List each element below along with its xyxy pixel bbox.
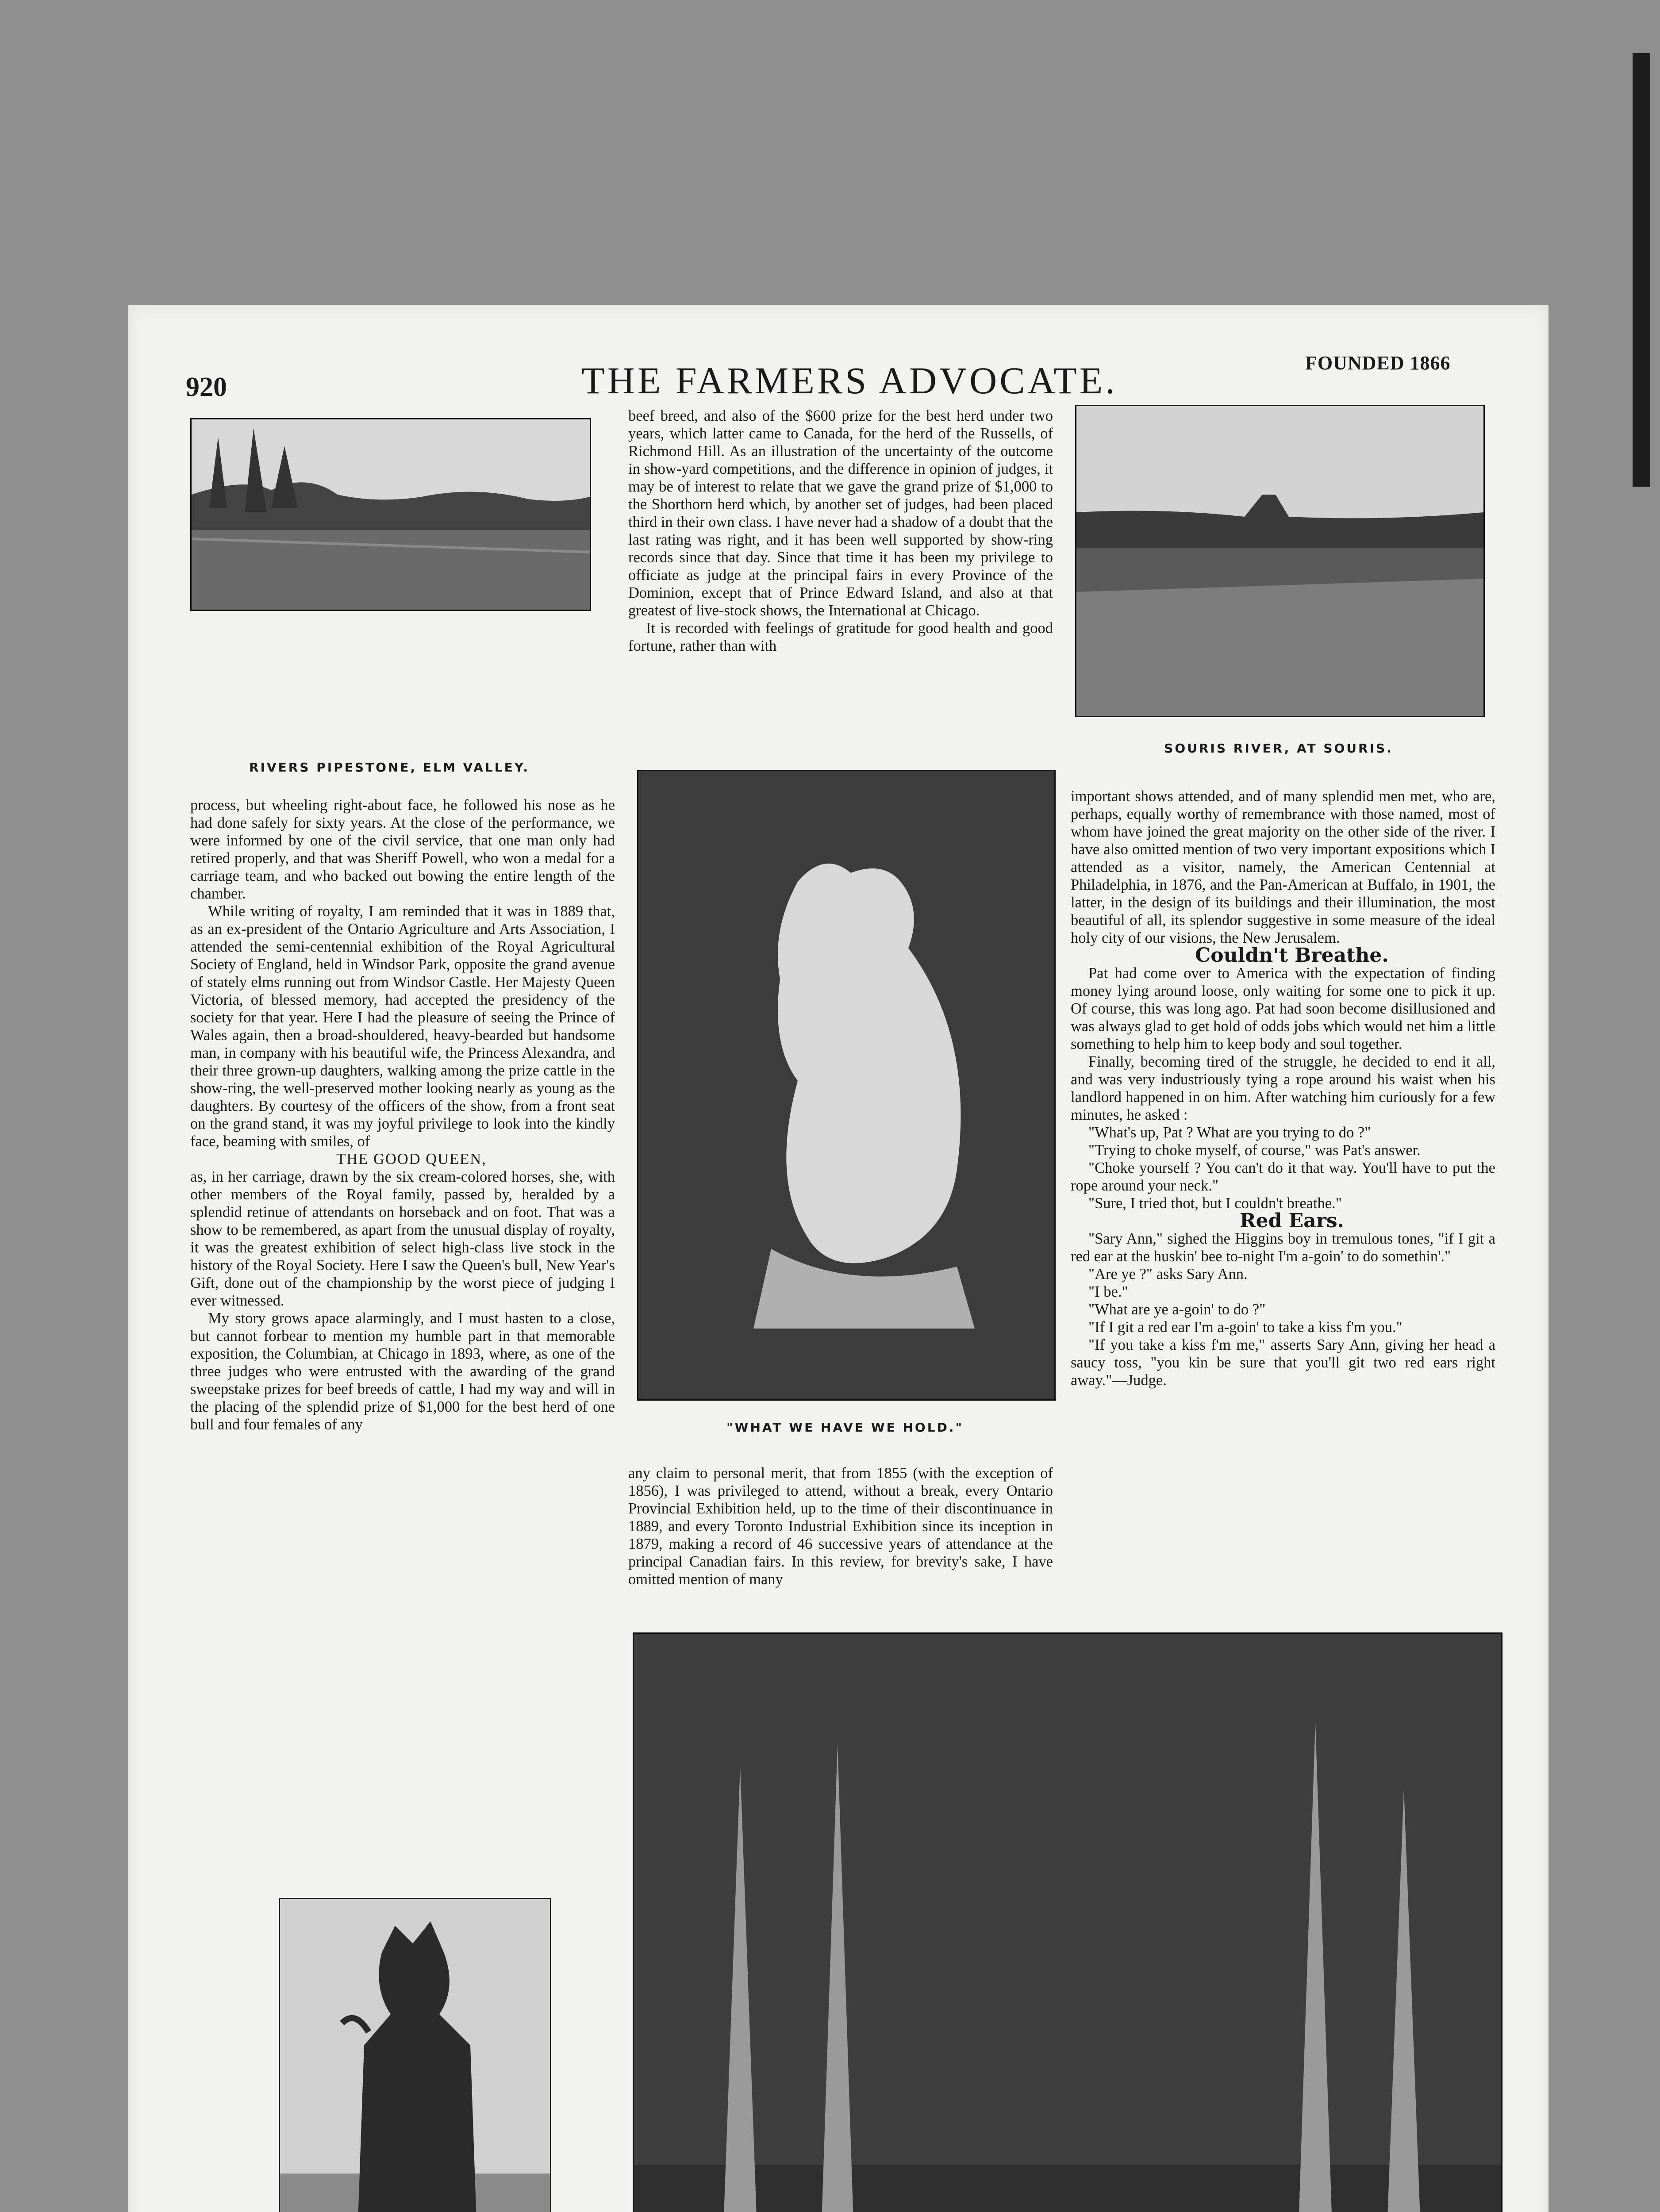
column-left — [190, 796, 615, 1433]
paragraph: "Sure, I tried thot, but I couldn't breathe." — [1088, 1195, 1342, 1212]
founded-date: FOUNDED 1866 — [1305, 352, 1451, 374]
paragraph: It is recorded with feelings of gratitude for good health and good fortune, rather than with — [628, 620, 1053, 654]
paragraph: "Trying to choke myself, of course," was Pat's answer. — [1088, 1142, 1421, 1159]
caption-souris-river: SOURIS RIVER, AT SOURIS. — [1164, 741, 1393, 756]
paragraph: "What's up, Pat ? What are you trying to do ?" — [1088, 1124, 1371, 1141]
paragraph: any claim to personal merit, that from 1855 (with the exception of 1856), I was privileged to attend, without a break, every Ontario Provincial Exhibition held, up to the time of their discontinuance in 1889, and every Toronto Industrial Exhibition since its inception in 1879, making a record of 46 successive years of attendance at the principal Canadian fairs. In this review, for brevity's sake, I have omitted mention of many — [628, 1465, 1053, 1588]
paragraph: "Are ye ?" asks Sary Ann. — [1088, 1266, 1248, 1283]
paragraph: "If you take a kiss f'm me," asserts Sary Ann, giving her head a saucy toss, "you kin be sure that you'll git two red ears right away."—Judge. — [1071, 1336, 1495, 1389]
photo-river-pipestone — [190, 418, 591, 611]
paragraph: While writing of royalty, I am reminded that it was in 1889 that, as an ex-president of the Ontario Agriculture and Arts Association, I attended the semi-centennial exhibition of the Royal Agricultural Society of England, held in Windsor Park, opposite the grand avenue of stately elms running out from Windsor Castle. Her Majesty Queen Victoria, of blessed memory, had accepted the presidency of the society for that year. Here I had the pleasure of seeing the Prince of Wales again, then a broad-shouldered, heavy-bearded but handsome man, in company with his beautiful wife, the Princess Alexandra, and their three grown-up daughters, walking among the prize cattle in the show-ring, the well-preserved mother looking nearly as young as the daughters. By courtesy of the officers of the show, from a front seat on the grand stand, it was my joyful privilege to look into the kindly face, beaming with smiles, of — [190, 903, 615, 1150]
binding-strip-top — [1633, 53, 1650, 487]
masthead-title: THE FARMERS ADVOCATE. — [581, 359, 1118, 402]
paragraph: Finally, becoming tired of the struggle, he decided to end it all, and was very industriously tying a rope around his waist when his landlord happened in on him. After watching him curiously for a few minutes, he asked : — [1071, 1053, 1495, 1123]
paragraph: process, but wheeling right-about face, he followed his nose as he had done safely for sixty years. At the close of the performance, we were informed by one of the civil service, that one man only had retired properly, and that was Sheriff Powell, who won a medal for a carriage team, and who backed out bowing the entire length of the chamber. — [190, 797, 615, 902]
paragraph: Pat had come over to America with the expectation of finding money lying around loose, only waiting for some one to pick it up. Of course, this was long ago. Pat had soon become disillusioned and was always glad to get hold of odds jobs which would net him a little something to help him to keep body and soul together. — [1071, 965, 1495, 1052]
subheading-good-queen: THE GOOD QUEEN, — [336, 1151, 487, 1167]
column-right — [1071, 787, 1495, 1389]
heading-couldnt-breathe: Couldn't Breathe. — [1195, 944, 1389, 967]
paragraph: My story grows apace alarmingly, and I must hasten to a close, but cannot forbear to mention my humble part in that memorable exposition, the Columbian, at Chicago in 1893, where, as one of the three judges who were entrusted with the awarding of the grand sweepstake prizes for beef breeds of cattle, I had my way and will in the placing of the splendid prize of $1,000 for the best herd of one bull and four females of any — [190, 1310, 615, 1433]
caption-what-we-have: "WHAT WE HAVE WE HOLD." — [726, 1420, 964, 1435]
paragraph: "Choke yourself ? You can't do it that way. You'll have to put the rope around your neck." — [1071, 1160, 1495, 1194]
paragraph: "If I git a red ear I'm a-goin' to take a kiss f'm you." — [1088, 1319, 1403, 1336]
caption-river-pipestone: RIVERS PIPESTONE, ELM VALLEY. — [249, 760, 530, 775]
photo-what-we-have-we-hold — [637, 770, 1056, 1401]
photo-yukon-exhibit — [633, 1632, 1502, 2212]
page-number: 920 — [186, 372, 227, 402]
heading-red-ears: Red Ears. — [1240, 1210, 1344, 1232]
paragraph: important shows attended, and of many splendid men met, who are, perhaps, equally worthy of remembrance with those named, most of whom have joined the great majority on the other side of the river. I have also omitted mention of two very important expositions which I attended as a visitor, namely, the American Centennial at Philadelphia, in 1876, and the Pan-American at Buffalo, in 1901, the latter, in the design of its buildings and their illumination, the most beautiful of all, its splendor suggestive in some measure of the ideal holy city of our visions, the New Jerusalem. — [1071, 788, 1495, 946]
paragraph: "I be." — [1088, 1283, 1128, 1300]
column-middle-bottom — [628, 1464, 1053, 1588]
column-top-middle — [628, 407, 1053, 655]
photo-edmonton-chief — [279, 1898, 551, 2212]
paragraph: "Sary Ann," sighed the Higgins boy in tremulous tones, "if I git a red ear at the huskin' bee to-night I'm a-goin' to do somethin'." — [1071, 1230, 1495, 1265]
paragraph: beef breed, and also of the $600 prize for the best herd under two years, which latter came to Canada, for the herd of the Russells, of Richmond Hill. As an illustration of the uncertainty of the outcome in show-yard competitions, and the difference in opinion of judges, it may be of interest to relate that we gave the grand prize of $1,000 to the Shorthorn herd which, by another set of judges, had been placed third in their own class. I have never had a shadow of a doubt that the last rating was right, and it has been well supported by show-ring records since that day. Since that time it has been my privilege to officiate as judge at the principal fairs in every Province of the Dominion, except that of Prince Edward Island, and also at that greatest of live-stock shows, the International at Chicago. — [628, 407, 1053, 619]
photo-souris-river — [1075, 405, 1485, 717]
paragraph: as, in her carriage, drawn by the six cream-colored horses, she, with other members of the Royal family, passed by, heralded by a splendid retinue of attendants on horseback and on foot. That was a show to be remembered, as apart from the unusual display of royalty, it was the greatest exhibition of select high-class live stock in the history of the Royal Society. Here I saw the Queen's bull, New Year's Gift, done out of the championship by the worst piece of judging I ever witnessed. — [190, 1168, 615, 1309]
paragraph: "What are ye a-goin' to do ?" — [1088, 1301, 1266, 1318]
newspaper-page — [128, 305, 1549, 2212]
